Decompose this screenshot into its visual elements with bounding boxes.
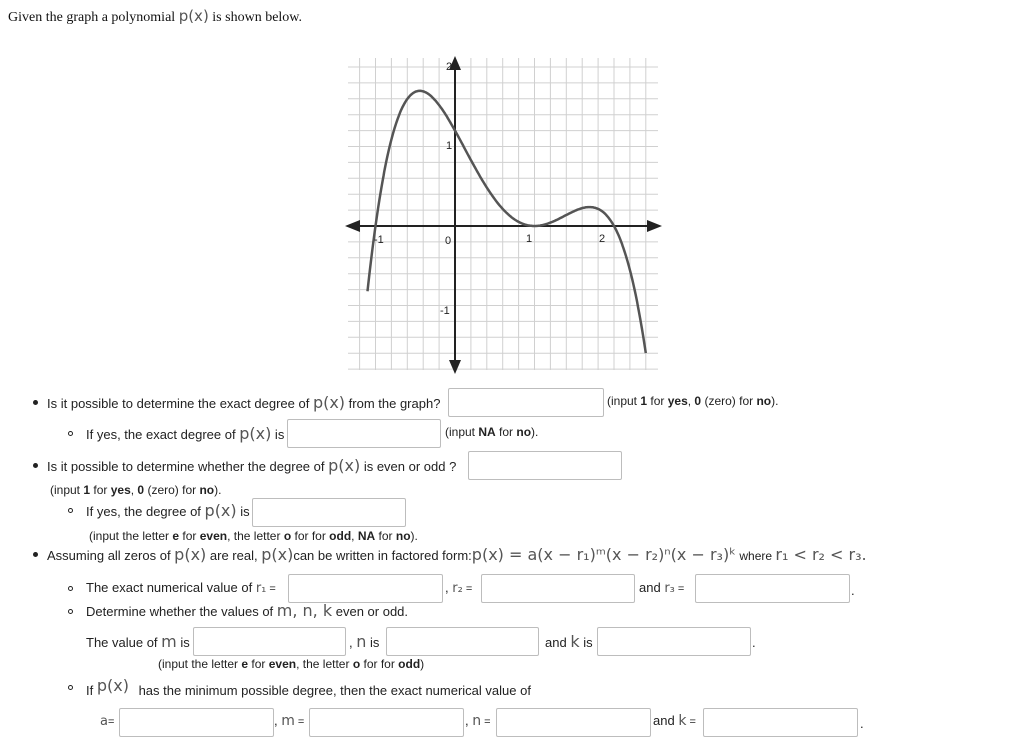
k-label: and k =	[653, 713, 696, 729]
q2-text: Is it possible to determine whether the degree of p(x) is even or odd ?	[47, 456, 457, 475]
q1-text: Is it possible to determine the exact degree of p(x) from the graph?	[47, 393, 441, 412]
x-tick-label-2: 2	[599, 233, 606, 245]
polynomial-graph	[340, 52, 665, 378]
sub-bullet	[68, 609, 73, 614]
r2-label: , r₂ =	[445, 580, 473, 596]
exact-degree-possible-input[interactable]	[448, 388, 604, 417]
y-axis-down-arrow	[449, 360, 461, 374]
r3-label: and r₃ =	[639, 580, 685, 596]
x-axis-right-arrow	[647, 220, 662, 232]
bullet	[33, 463, 38, 468]
q2a-text: If yes, the degree of p(x) is	[86, 501, 250, 520]
m-label: , m =	[274, 713, 305, 729]
q1a-hint: (input NA for no).	[445, 425, 539, 439]
x-axis-left-arrow	[345, 220, 360, 232]
q2a-hint: (input the letter e for even, the letter o for for odd, NA for no).	[89, 529, 418, 543]
x-tick-label-0: 0	[445, 235, 452, 247]
y-tick-label-2: 2	[446, 61, 453, 73]
m-parity-input[interactable]	[193, 627, 346, 656]
r2-input[interactable]	[481, 574, 635, 603]
graph-grid	[348, 58, 658, 370]
y-tick-label-neg1: -1	[440, 305, 450, 317]
k-value-input[interactable]	[703, 708, 858, 737]
page-title: Given the graph a polynomial p(x) is shown below.	[8, 7, 302, 25]
x-tick-label-1: 1	[526, 233, 533, 245]
y-tick-label-1: 1	[446, 140, 453, 152]
k-parity-input[interactable]	[597, 627, 751, 656]
r3-input[interactable]	[695, 574, 850, 603]
bullet	[33, 400, 38, 405]
a-label: a=	[100, 714, 115, 729]
k-parity-label: and k is	[545, 632, 593, 651]
sub-bullet	[68, 431, 73, 436]
sub-bullet	[68, 685, 73, 690]
q1a-text: If yes, the exact degree of p(x) is	[86, 424, 285, 443]
n-parity-input[interactable]	[386, 627, 539, 656]
n-parity-label: , n is	[349, 632, 380, 651]
m-parity-label: The value of m is	[86, 632, 190, 651]
parity-possible-input[interactable]	[468, 451, 622, 480]
title-function: p(x)	[178, 7, 209, 25]
sub-bullet	[68, 508, 73, 513]
sub-bullet	[68, 586, 73, 591]
q3c-hint: (input the letter e for even, the letter o for for odd)	[158, 657, 425, 671]
factored-form-formula: p(x) = a(x − r₁)ᵐ(x − r₂)ⁿ(x − r₃)ᵏ	[471, 545, 737, 564]
q3a-text: The exact numerical value of r₁ =	[86, 580, 276, 596]
exact-degree-input[interactable]	[287, 419, 441, 448]
n-label: , n =	[465, 713, 491, 729]
a-value-input[interactable]	[119, 708, 274, 737]
q1-hint: (input 1 for yes, 0 (zero) for no).	[607, 394, 779, 408]
r1-input[interactable]	[288, 574, 443, 603]
x-tick-label-neg1: -1	[374, 234, 384, 246]
m-value-input[interactable]	[309, 708, 464, 737]
q3d-text: If p(x) has the minimum possible degree, then the exact numerical value of	[86, 676, 531, 698]
bullet	[33, 552, 38, 557]
q3-text: Assuming all zeros of p(x) are real, p(x)can be written in factored form:p(x) = a(x − r₁)ᵐ(x − r₂)ⁿ(x − r₃)ᵏ where r₁ < r₂ < r₃.	[47, 545, 867, 564]
q3b-text: Determine whether the values of m, n, k even or odd.	[86, 601, 409, 620]
n-value-input[interactable]	[496, 708, 651, 737]
degree-parity-input[interactable]	[252, 498, 406, 527]
q2-hint: (input 1 for yes, 0 (zero) for no).	[50, 483, 222, 497]
